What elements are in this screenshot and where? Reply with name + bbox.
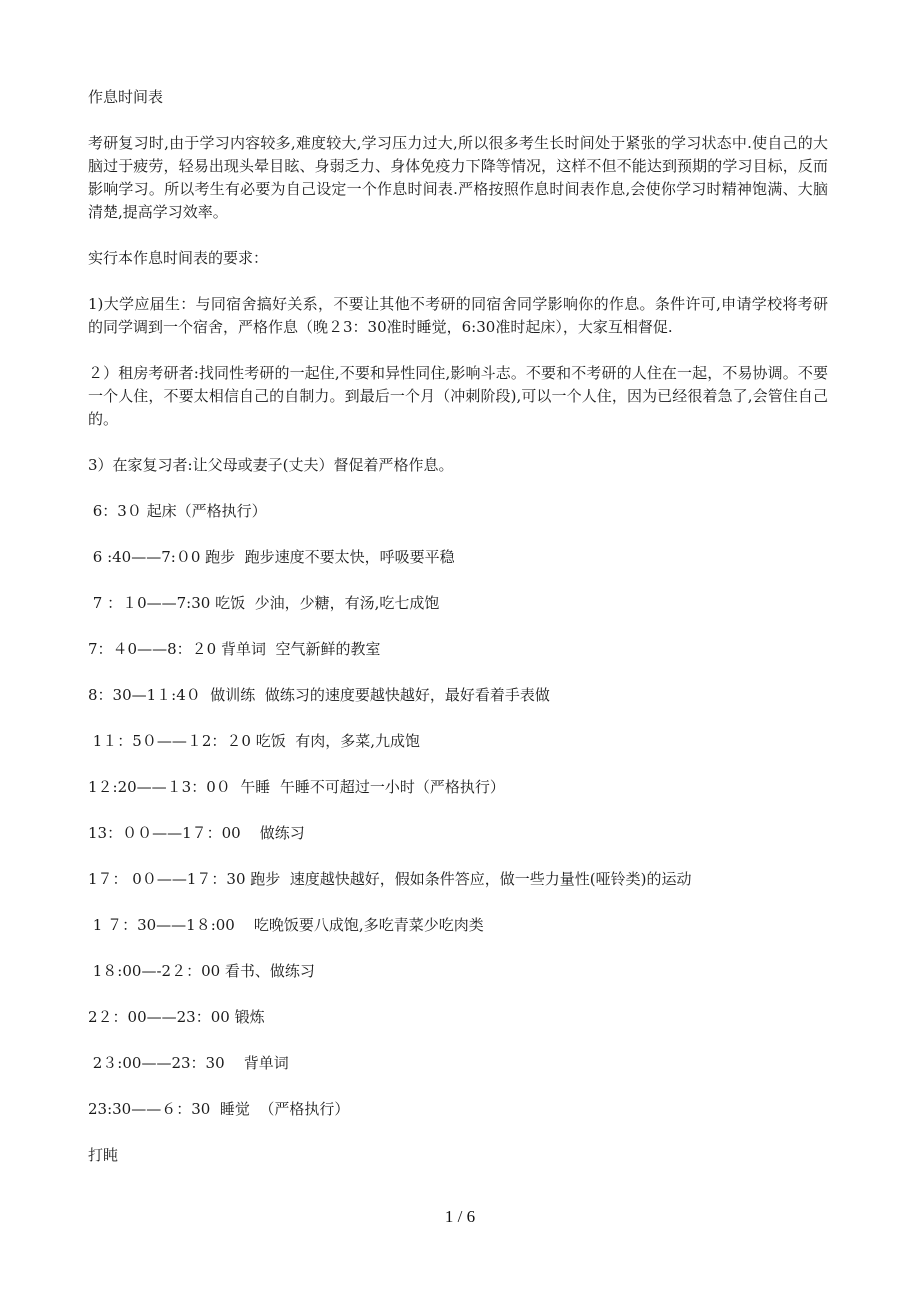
schedule-item: 13：００——1７：00 做练习: [88, 824, 305, 842]
schedule-item: 1７： 0０——1７：30 跑步 速度越快越好，假如条件答应，做一些力量性(哑铃类)的运动: [88, 870, 692, 888]
document-title: 作息时间表: [88, 88, 164, 106]
schedule-item: 1１：5０——１2：２0 吃饭 有肉，多菜,九成饱: [88, 732, 421, 750]
document-body: [88, 86, 828, 1167]
page-number: 1 / 6: [444, 1207, 476, 1226]
schedule-item: 23:30——６：30 睡觉 （严格执行）: [88, 1100, 350, 1118]
schedule-item: 1 ７：30——1８:00 吃晚饭要八成饱,多吃青菜少吃肉类: [88, 916, 484, 934]
requirement-dorm: 1)大学应届生：与同宿舍搞好关系，不要让其他不考研的同宿舍同学影响你的作息。条件许可,申请学校将考研的同学调到一个宿舍，严格作息（晚２3：30准时睡觉，6:30准时起床），大家互相督促.: [88, 295, 828, 336]
schedule-item: 6：3０ 起床（严格执行）: [88, 502, 267, 520]
schedule-item: 6 :40——7:０0 跑步 跑步速度不要太快，呼吸要平稳: [88, 548, 455, 566]
schedule-item: 8：30—1１:4０ 做训练 做练习的速度要越快越好，最好看着手表做: [88, 686, 550, 704]
schedule-item: 1８:00—-2２：00 看书、做练习: [88, 962, 315, 980]
schedule-item: 7 ：１0——7:30 吃饭 少油，少糖，有汤,吃七成饱: [88, 594, 440, 612]
closing-text: 打盹: [88, 1146, 119, 1164]
schedule-item: 7：４0——8：２0 背单词 空气新鲜的教室: [88, 640, 381, 658]
schedule-item: 1２:20——１3：0０ 午睡 午睡不可超过一小时（严格执行）: [88, 778, 505, 796]
schedule-list: [88, 500, 828, 1121]
requirements-heading: 实行本作息时间表的要求：: [88, 249, 269, 267]
schedule-item: 2３:00——23：30 背单词: [88, 1054, 289, 1072]
intro-paragraph: 考研复习时,由于学习内容较多,难度较大,学习压力过大,所以很多考生长时间处于紧张的学习状态中.使自己的大脑过于疲劳，轻易出现头晕目眩、身弱乏力、身体免疫力下降等情况，这样不但不能达到预期的学习目标，反而影响学习。所以考生有必要为自己设定一个作息时间表.严格按照作息时间表作息,会使你学习时精神饱满、大脑清楚,提高学习效率。: [88, 134, 828, 221]
requirement-rental: ２）租房考研者:找同性考研的一起住,不要和异性同住,影响斗志。不要和不考研的人住在一起，不易协调。不要一个人住，不要太相信自己的自制力。到最后一个月（冲刺阶段),可以一个人住，因为已经很着急了,会管住自己的。: [88, 364, 828, 428]
requirement-home: 3）在家复习者:让父母或妻子(丈夫）督促着严格作息。: [88, 456, 454, 474]
schedule-item: 2２：00——23：00 锻炼: [88, 1008, 265, 1026]
